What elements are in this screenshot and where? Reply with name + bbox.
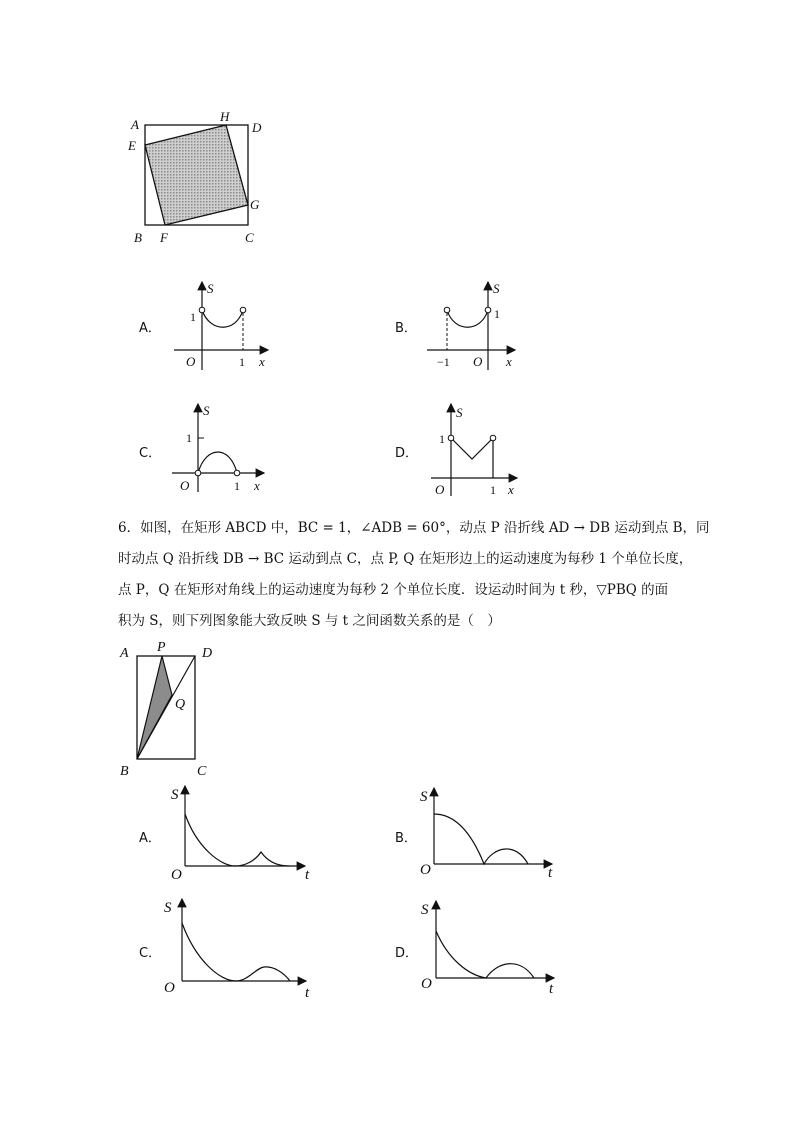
y-axis-label: S [171, 787, 179, 803]
y-axis-label: S [203, 403, 210, 418]
curve [198, 452, 237, 473]
curve [451, 438, 493, 459]
origin-label: O [186, 354, 196, 369]
label-B: B [134, 230, 142, 245]
q5-option-d-graph[interactable] [425, 400, 525, 500]
tick-x: 1 [490, 483, 496, 497]
triangle-pbq [137, 656, 172, 759]
label-G: G [250, 197, 260, 212]
q5-option-a-graph[interactable] [168, 278, 278, 374]
label-E: E [128, 138, 136, 153]
q5-option-a-label[interactable]: A． [139, 321, 161, 336]
x-axis-label: t [305, 867, 310, 883]
label-D: D [202, 646, 213, 661]
x-axis-label: t [549, 981, 554, 997]
label-B: B [120, 764, 129, 779]
label-C: C [245, 230, 254, 245]
tick-y: 1 [190, 310, 196, 324]
tick-x: 1 [234, 479, 240, 493]
label-A: A [120, 646, 129, 661]
y-axis-label: S [420, 789, 428, 805]
curve [447, 310, 488, 327]
q6-problem-text [118, 513, 710, 637]
origin-label: O [421, 976, 432, 992]
origin-label: O [171, 867, 182, 883]
label-Q: Q [175, 697, 186, 712]
x-axis-label: t [548, 865, 553, 881]
curve [434, 814, 528, 864]
tick-x: −1 [437, 355, 450, 369]
origin-label: O [164, 980, 175, 996]
x-axis-label: t [305, 985, 310, 1001]
q6-option-b-graph[interactable] [416, 784, 561, 884]
label-D: D [252, 120, 262, 135]
q5-option-c-label[interactable]: C． [139, 446, 162, 461]
inner-square [145, 125, 248, 225]
q6-option-a-label[interactable]: A． [139, 831, 161, 846]
q6-option-c-label[interactable]: C． [139, 946, 162, 961]
q6-option-c-graph[interactable] [160, 895, 315, 1000]
q6-line-4: 积为 S，则下列图象能大致反映 S 与 t 之间函数关系的是（ ） [118, 613, 501, 629]
tick-y: 1 [494, 307, 500, 321]
q6-line-2: 时动点 Q 沿折线 DB → BC 运动到点 C，点 P, Q 在矩形边上的运动速度为每秒 1 个单位长度， [118, 551, 693, 567]
origin-label: O [473, 354, 483, 369]
curve [436, 931, 534, 978]
label-H: H [220, 109, 230, 124]
q5-option-b-label[interactable]: B． [395, 321, 417, 336]
square-figure [125, 108, 275, 248]
q6-option-d-label[interactable]: D． [395, 946, 419, 961]
rectangle-figure [114, 638, 229, 780]
label-F: F [160, 230, 168, 245]
q5-option-b-graph[interactable] [425, 278, 525, 374]
label-A: A [131, 117, 139, 132]
tick-y: 1 [186, 431, 192, 445]
origin-label: O [435, 482, 445, 497]
label-P: P [157, 640, 166, 655]
label-C: C [197, 764, 207, 779]
curve [185, 814, 289, 866]
curve [202, 310, 243, 327]
y-axis-label: S [493, 281, 500, 296]
q5-option-c-graph[interactable] [168, 400, 273, 496]
x-axis-label: x [506, 354, 512, 369]
y-axis-label: S [164, 900, 172, 916]
y-axis-label: S [207, 281, 214, 296]
q6-line-3: 点 P，Q 在矩形对角线上的运动速度为每秒 2 个单位长度．设运动时间为 t 秒，▽PBQ 的面 [118, 582, 669, 598]
q6-option-a-graph[interactable] [165, 782, 315, 882]
y-axis-label: S [456, 405, 463, 420]
curve [182, 923, 290, 981]
x-axis-label: x [508, 482, 514, 497]
y-axis-label: S [421, 902, 429, 918]
q6-option-d-graph[interactable] [418, 897, 563, 997]
tick-y: 1 [439, 432, 445, 446]
q5-option-d-label[interactable]: D． [395, 446, 419, 461]
q6-option-b-label[interactable]: B． [395, 831, 417, 846]
x-axis-label: x [259, 354, 265, 369]
q6-line-1: 6．如图，在矩形 ABCD 中，BC = 1，∠ADB = 60°，动点 P 沿折线 AD → DB 运动到点 B，同 [118, 520, 710, 536]
tick-x: 1 [239, 355, 245, 369]
origin-label: O [420, 862, 431, 878]
x-axis-label: x [254, 478, 260, 493]
origin-label: O [180, 478, 190, 493]
